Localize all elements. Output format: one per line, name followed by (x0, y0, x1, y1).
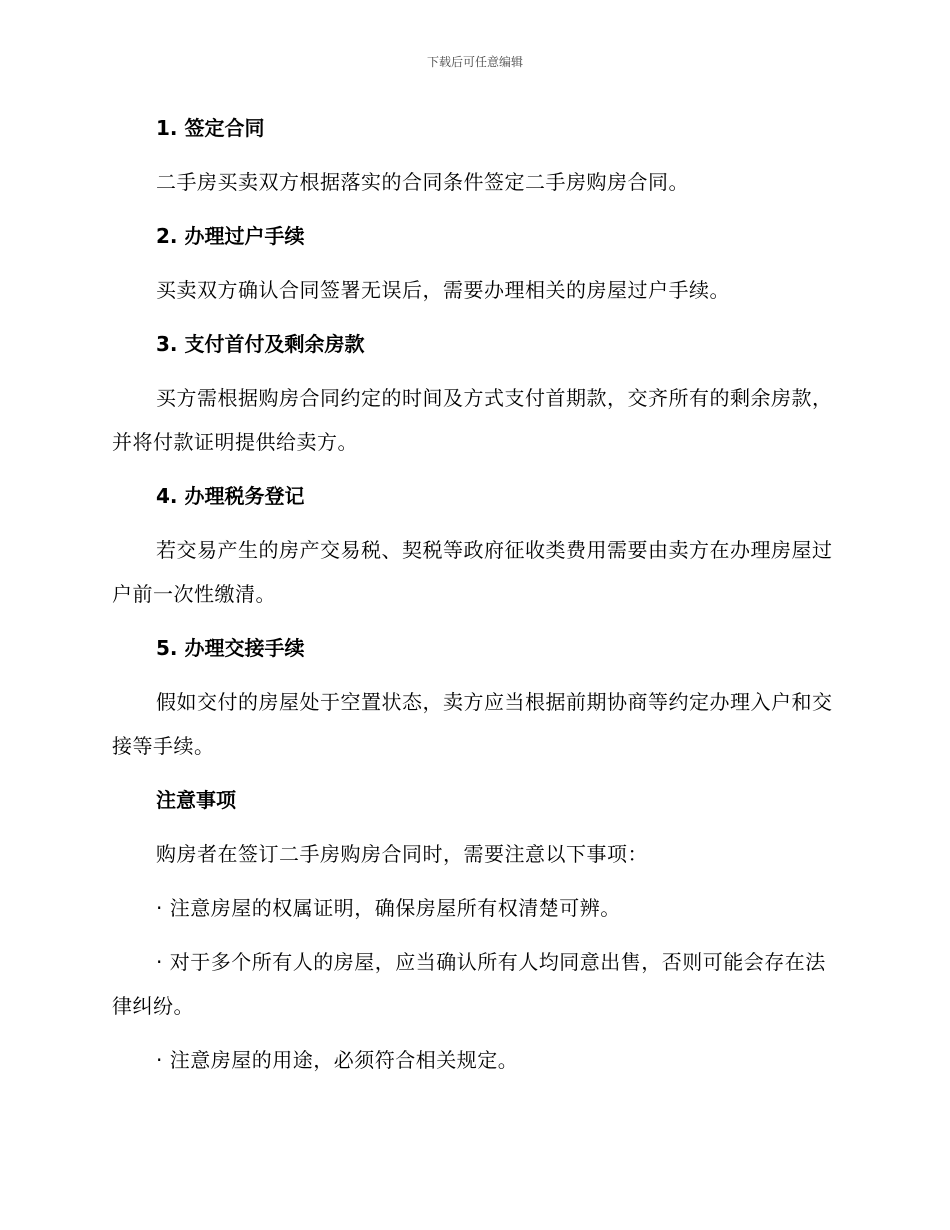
section-sign-contract (112, 112, 834, 198)
section-paragraph: 买方需根据购房合同约定的时间及方式支付首期款，交齐所有的剩余房款，并将付款证明提供给卖方。 (112, 386, 833, 454)
section-heading: 4. 办理税务登记 (156, 484, 305, 508)
section-tax-registration (112, 480, 834, 616)
document-body (112, 112, 834, 1098)
section-paragraph: 二手房买卖双方根据落实的合同条件签定二手房购房合同。 (156, 170, 689, 194)
bullet-item: · 注意房屋的用途，必须符合相关规定。 (156, 1048, 519, 1072)
section-heading: 注意事项 (156, 788, 236, 812)
section-payment (112, 328, 834, 464)
page-header: 下载后可任意编辑 (426, 55, 523, 69)
section-heading: 2. 办理过户手续 (156, 224, 305, 248)
section-heading: 1. 签定合同 (156, 116, 265, 140)
section-paragraph: 若交易产生的房产交易税、契税等政府征收类费用需要由卖方在办理房屋过户前一次性缴清。 (112, 538, 833, 606)
section-paragraph: 购房者在签订二手房购房合同时，需要注意以下事项： (156, 842, 648, 866)
section-transfer-procedure (112, 220, 834, 306)
section-paragraph: 买卖双方确认合同签署无误后，需要办理相关的房屋过户手续。 (156, 278, 730, 302)
bullet-item: · 注意房屋的权属证明，确保房屋所有权清楚可辨。 (156, 896, 621, 920)
bullet-item: · 对于多个所有人的房屋，应当确认所有人均同意出售，否则可能会存在法律纠纷。 (112, 950, 826, 1018)
section-paragraph: 假如交付的房屋处于空置状态，卖方应当根据前期协商等约定办理入户和交接等手续。 (112, 690, 833, 758)
section-heading: 3. 支付首付及剩余房款 (156, 332, 365, 356)
section-heading: 5. 办理交接手续 (156, 636, 305, 660)
section-notes (112, 784, 834, 1076)
section-handover (112, 632, 834, 768)
